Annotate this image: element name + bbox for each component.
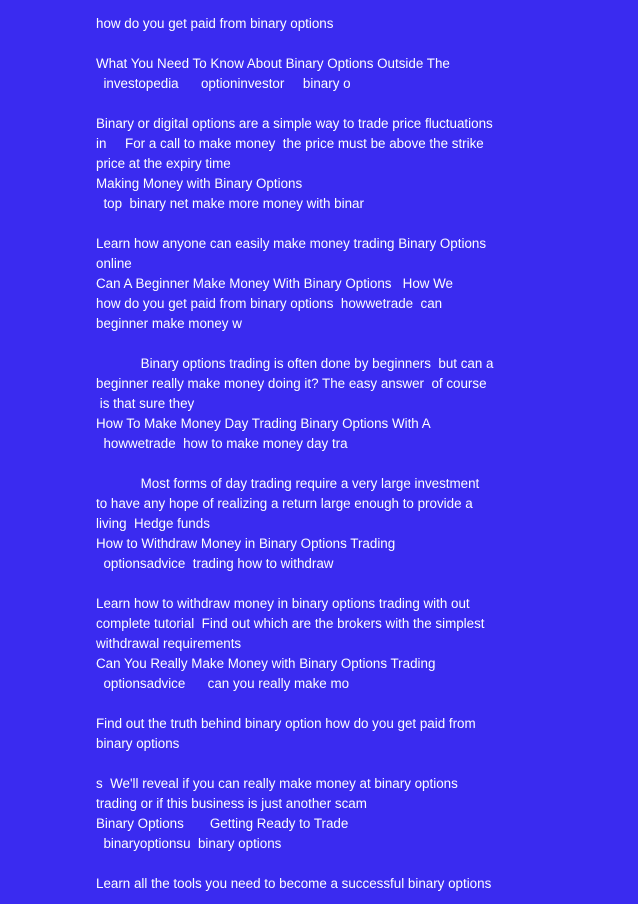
text-line: Learn all the tools you need to become a successful binary options: [96, 876, 492, 891]
blank-line: [96, 94, 536, 114]
text-line: Most forms of day trading require a very large investment: [96, 476, 480, 491]
blank-line: [96, 454, 536, 474]
text-line: how do you get paid from binary options: [96, 16, 334, 31]
text-line: Find out the truth behind binary option how do you get paid from: [96, 716, 476, 731]
result-title[interactable]: Can You Really Make Money with Binary Options Trading: [96, 656, 436, 671]
text-line: Learn how anyone can easily make money trading Binary Options: [96, 236, 487, 251]
blank-line: [96, 754, 536, 774]
text-line: trading or if this business is just another scam: [96, 796, 367, 811]
result-url: top binary net make more money with binar: [96, 196, 364, 211]
text-line: binary options: [96, 736, 180, 751]
blank-line: [96, 574, 536, 594]
result-url: investopedia optioninvestor binary o: [96, 76, 351, 91]
text-line: s We'll reveal if you can really make money at binary options: [96, 776, 458, 791]
result-url: howwetrade how to make money day tra: [96, 436, 348, 451]
text-line: price at the expiry time: [96, 156, 231, 171]
result-title[interactable]: Binary Options Getting Ready to Trade: [96, 816, 349, 831]
document-body: [96, 14, 536, 894]
blank-line: [96, 214, 536, 234]
text-line: beginner make money w: [96, 316, 242, 331]
text-line: withdrawal requirements: [96, 636, 242, 651]
result-url: binaryoptionsu binary options: [96, 836, 282, 851]
text-line: Learn how to withdraw money in binary options trading with out: [96, 596, 470, 611]
text-line: is that sure they: [96, 396, 195, 411]
text-line: Binary options trading is often done by beginners but can a: [96, 356, 494, 371]
text-line: in For a call to make money the price must be above the strike: [96, 136, 484, 151]
result-title[interactable]: Making Money with Binary Options: [96, 176, 303, 191]
text-line: beginner really make money doing it? The easy answer of course: [96, 376, 487, 391]
blank-line: [96, 854, 536, 874]
result-title[interactable]: How To Make Money Day Trading Binary Options With A: [96, 416, 431, 431]
result-url: how do you get paid from binary options howwetrade can: [96, 296, 443, 311]
text-line: online: [96, 256, 132, 271]
blank-line: [96, 334, 536, 354]
result-url: optionsadvice can you really make mo: [96, 676, 350, 691]
text-line: complete tutorial Find out which are the brokers with the simplest: [96, 616, 485, 631]
result-title[interactable]: Can A Beginner Make Money With Binary Options How We: [96, 276, 453, 291]
text-line: to have any hope of realizing a return large enough to provide a: [96, 496, 473, 511]
result-title[interactable]: How to Withdraw Money in Binary Options Trading: [96, 536, 396, 551]
result-title[interactable]: What You Need To Know About Binary Options Outside The: [96, 56, 450, 71]
text-line: living Hedge funds: [96, 516, 210, 531]
blank-line: [96, 34, 536, 54]
text-line: Binary or digital options are a simple way to trade price fluctuations: [96, 116, 493, 131]
blank-line: [96, 694, 536, 714]
result-url: optionsadvice trading how to withdraw: [96, 556, 334, 571]
